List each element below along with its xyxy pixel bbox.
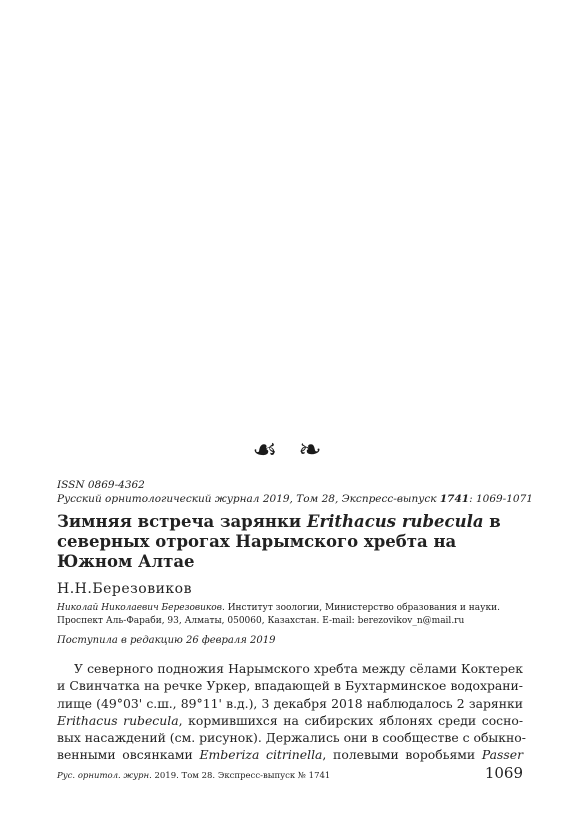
affiliation-text: . Институт зоологии, Министерство образования и науки. Проспект Аль-Фараби, 93, Алматы, 050060, Казахстан. E-mail: berezovikov_n@mail.ru [57, 603, 500, 626]
body-line [57, 746, 523, 763]
footer-journal-abbrev: Рус. орнитол. журн. [57, 771, 152, 781]
footer-journal [57, 770, 330, 782]
journal-issue: 1741 [439, 493, 470, 505]
issn-line: ISSN 0869-4362 [57, 479, 145, 491]
footer-journal-info: 2019. Том 28. Экспресс-выпуск № 1741 [151, 771, 331, 781]
page-number: 1069 [484, 764, 523, 782]
received-date: Поступила в редакцию 26 февраля 2019 [57, 635, 276, 646]
body-segment: венными овсянками [57, 747, 200, 763]
ornament-flourish: ☙ ❧ [252, 433, 328, 466]
article-body [57, 660, 526, 764]
body-line: вых насаждений (см. рисунок). Держались они в сообществе с обыкно- [57, 730, 526, 746]
body-line: У северного подножия Нарымского хребта между сёлами Коктерек [74, 661, 523, 676]
body-segment: , полевыми воробьями [322, 747, 482, 763]
body-segment: , кормившихся на сибирских яблонях среди сосно- [178, 712, 524, 728]
article-author: Н.Н.Березовиков [57, 581, 192, 597]
article-title [57, 512, 527, 572]
journal-pages: : 1069-1071 [469, 493, 533, 505]
author-affiliation [57, 602, 527, 627]
journal-prefix: Русский орнитологический журнал 2019, Том 28, Экспресс-выпуск [57, 493, 440, 505]
title-part1: Зимняя встреча зарянки [57, 512, 307, 531]
journal-citation [57, 492, 533, 506]
body-line: лище (49°03' с.ш., 89°11' в.д.), 3 декабря 2018 наблюдалось 2 зарянки [57, 695, 523, 711]
body-line [57, 712, 523, 729]
species-latin: Erithacus rubecula [57, 712, 179, 728]
body-line: и Свинчатка на речке Уркер, впадающей в Бухтарминское водохрани- [57, 678, 523, 694]
title-latin: Erithacus rubecula [306, 512, 484, 531]
species-latin: Emberiza citrinella [199, 747, 323, 763]
title-part2: в северных отрогах Нарымского хребта на Южном Алтае [57, 512, 501, 571]
species-latin: Passer [481, 747, 523, 763]
affiliation-name: Николай Николаевич Березовиков [57, 603, 222, 613]
